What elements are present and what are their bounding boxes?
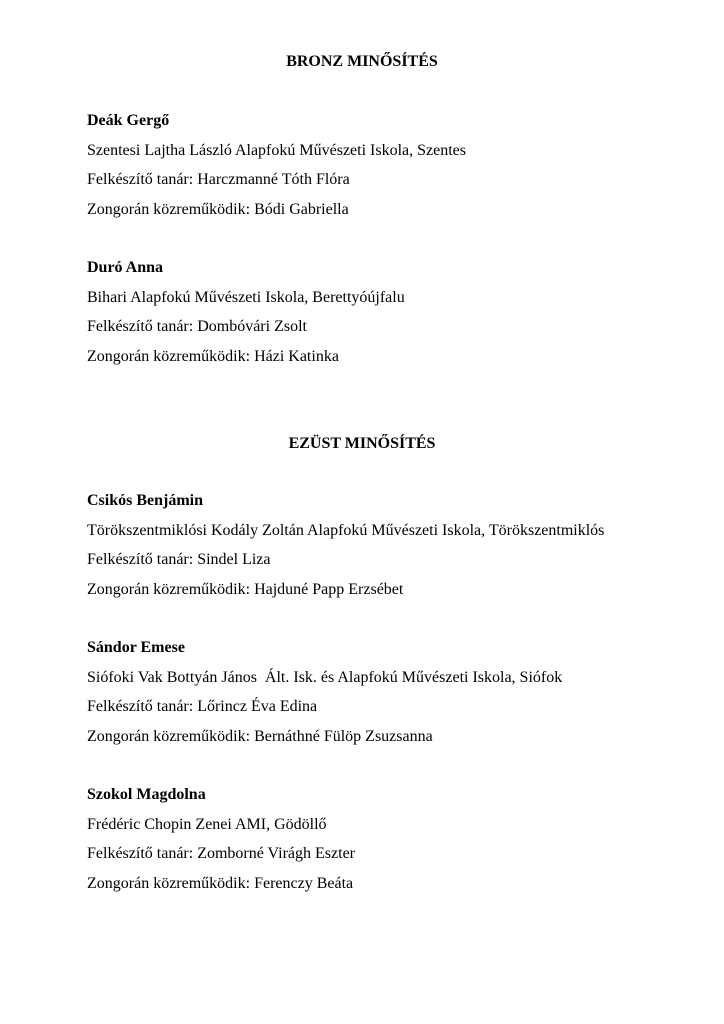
entry-sandor-emese: [87, 633, 707, 751]
section-title-bronz: BRONZ MINŐSÍTÉS: [286, 53, 438, 70]
teacher-line: Felkészítő tanár: Dombóvári Zsolt: [87, 318, 307, 335]
school-line: Törökszentmiklósi Kodály Zoltán Alapfokú Művészeti Iskola, Törökszentmiklós: [87, 521, 605, 539]
participant-name: Sándor Emese: [87, 639, 185, 656]
section-title-ezust: EZÜST MINŐSÍTÉS: [288, 435, 436, 452]
participant-name: Duró Anna: [87, 259, 164, 276]
teacher-line: Felkészítő tanár: Sindel Liza: [87, 551, 271, 568]
participant-name: Szokol Magdolna: [87, 786, 206, 803]
participant-name: Csikós Benjámin: [87, 492, 204, 509]
piano-accompanist-line: Zongorán közreműködik: Bódi Gabriella: [87, 200, 349, 218]
teacher-line: Felkészítő tanár: Zomborné Virágh Eszter: [87, 845, 355, 862]
participant-name: Deák Gergő: [87, 112, 170, 129]
piano-accompanist-line: Zongorán közreműködik: Bernáthné Fülöp Zsuzsanna: [87, 727, 433, 745]
entry-duro-anna: [87, 253, 707, 371]
entry-szokol-magdolna: [87, 780, 707, 898]
school-line: Bihari Alapfokú Művészeti Iskola, Berettyóújfalu: [87, 288, 405, 306]
entry-deak-gergo: [87, 106, 707, 224]
piano-accompanist-line: Zongorán közreműködik: Házi Katinka: [87, 347, 339, 365]
school-line: Szentesi Lajtha László Alapfokú Művészeti Iskola, Szentes: [87, 141, 467, 159]
piano-accompanist-line: Zongorán közreműködik: Ferenczy Beáta: [87, 874, 354, 892]
teacher-line: Felkészítő tanár: Harczmanné Tóth Flóra: [87, 171, 350, 188]
piano-accompanist-line: Zongorán közreműködik: Hajduné Papp Erzsébet: [87, 580, 404, 598]
entry-csikos-benjamin: [87, 486, 707, 604]
school-line: Frédéric Chopin Zenei AMI, Gödöllő: [87, 815, 327, 833]
teacher-line: Felkészítő tanár: Lőrincz Éva Edina: [87, 698, 318, 715]
school-line: Siófoki Vak Bottyán János Ált. Isk. és Alapfokú Művészeti Iskola, Siófok: [87, 668, 563, 686]
